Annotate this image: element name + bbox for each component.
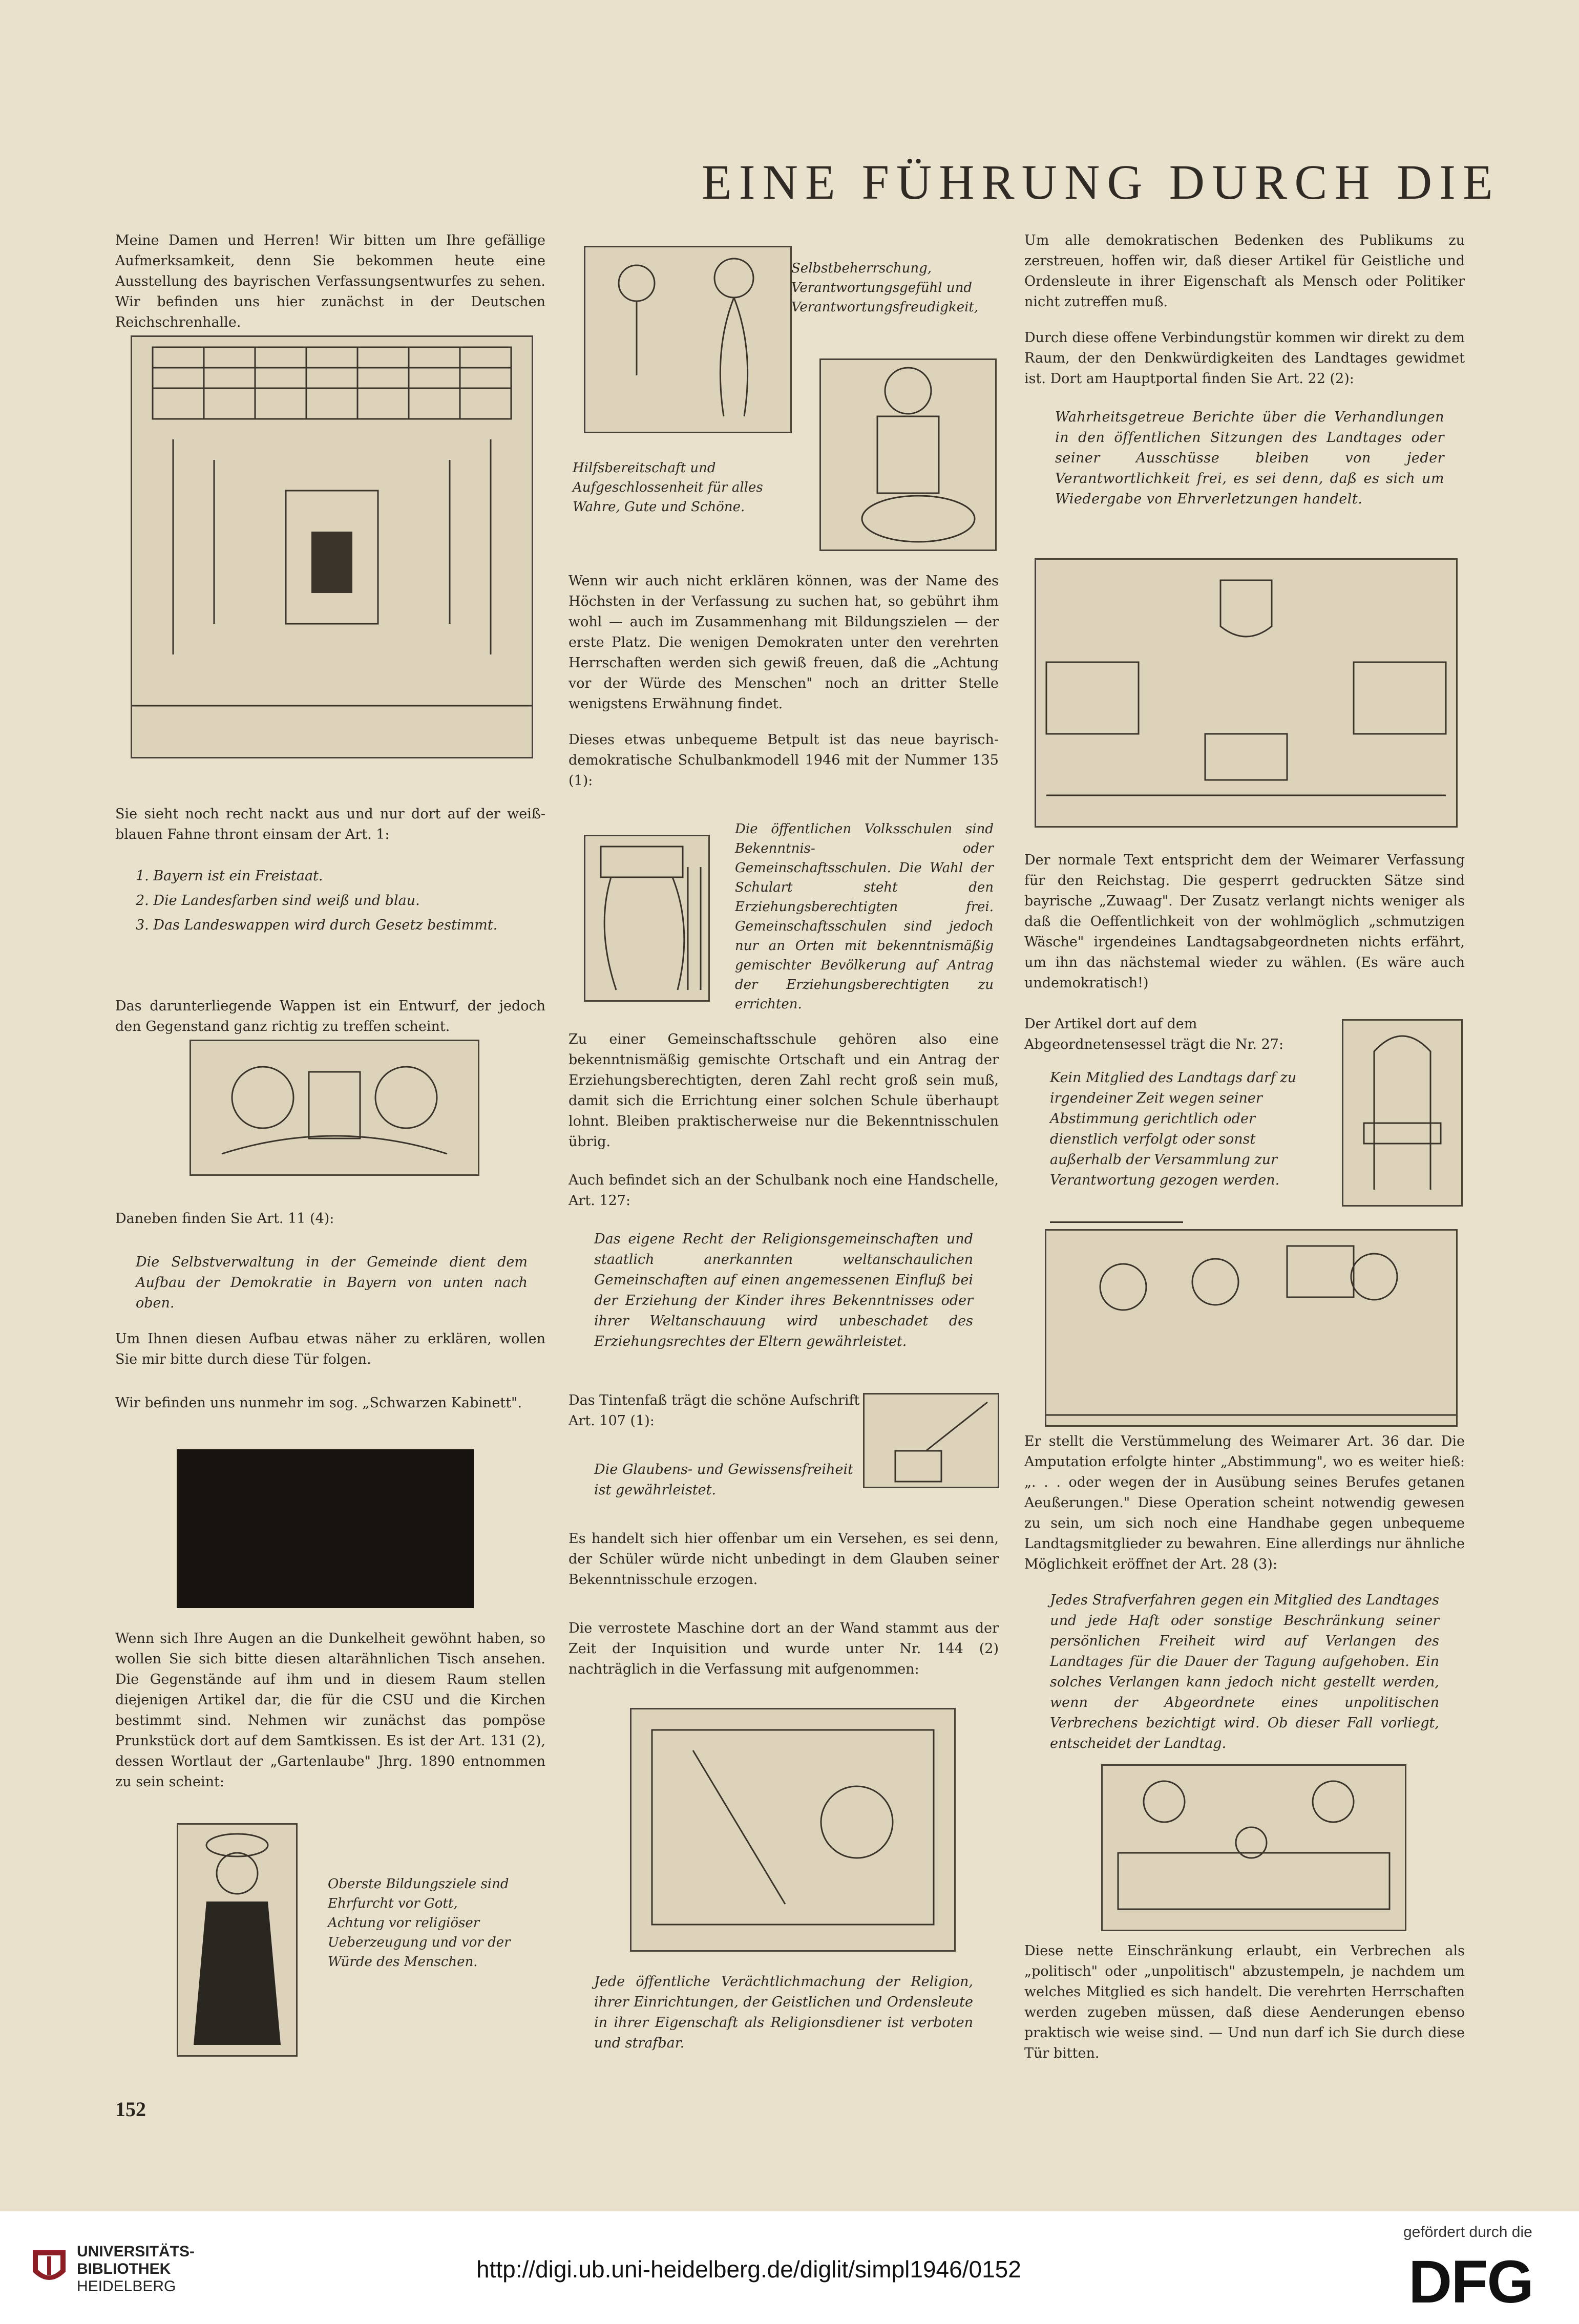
black-cabinet-rectangle [177,1449,474,1608]
public-schools-quote: Die öffentlichen Volksschulen sind Bekenntnis- oder Gemeinschaftsschulen. Die Wahl der Schulart steht den Erziehungsberechtigten frei. Gemeinschaftsschulen sind jedoch nur an Orten mit bekenntnismäßig gemischter Bevölkerung auf Antrag der Erziehungsberechtigten zu errichten. [735,821,994,1012]
inquisition-machine-illustration [630,1708,956,1952]
sponsor-label: gefördert durch die [1403,2224,1532,2241]
university-seal-icon [31,2247,68,2288]
helpfulness-caption: Hilfsbereitschaft und Aufgeschlossenheit für alles Wahre, Gute und Schöne. [573,460,763,515]
intro-paragraph: Meine Damen und Herren! Wir bitten um Ihre gefällige Aufmerksamkeit, denn Sie bekommen heute eine Ausstellung des bayrischen Verfassungsentwurfes zu sehen. Wir befinden uns hier zunächst in der Deutschen Reichschrenhalle. [115,233,545,330]
headline: EINE FÜHRUNG DURCH DIE [702,155,1500,209]
inkwell-paragraph: Das Tintenfaß trägt die schöne Aufschrift Art. 107 (1): [569,1392,860,1429]
black-cabinet-paragraph: Wir befinden uns nunmehr im sog. „Schwarzen Kabinett". [115,1395,522,1411]
door-paragraph: Um Ihnen diesen Aufbau etwas näher zu erklären, wollen Sie mir bitte durch diese Tür folgen. [115,1331,545,1367]
article-28-quote: Jedes Strafverfahren gegen ein Mitglied des Landtages und jede Haft oder sonstige Beschränkung seiner persönlichen Freiheit wird auf Verlangen des Landtages für die Dauer der Tagung aufgehoben. Ein solches Verlangen kann jedoch nicht gestellt werden, wenn der Abgeordnete eines unpolitischen Verbrechens bezichtigt wird. Ob dieser Fall vorliegt, entscheidet der Landtag. [1050,1592,1439,1751]
inquisition-machine-paragraph: Die verrostete Maschine dort an der Wand stammt aus der Zeit der Inquisition und wurde unter Nr. 144 (2) nachträglich in die Verfassung mit aufgenommen: [569,1620,999,1677]
institution-name [77,2243,195,2295]
conclusion-paragraph: Diese nette Einschränkung erlaubt, ein Verbrechen als „politisch" oder „unpolitisch" abzustempeln, je nachdem um welches Mitglied es sich handelt. Die verehrten Herrschaften werden zugeben müssen, daß diese Aenderungen ebenso praktisch wie weise sind. — Und nun darf ich Sie durch diese Tür bitten. [1024,1943,1465,2061]
connecting-door-paragraph: Durch diese offene Verbindungstür kommen wir direkt zu dem Raum, der den Denkwürdigkeiten des Landtages gewidmet ist. Dort am Hauptportal finden Sie Art. 22 (2): [1024,330,1465,387]
self-control-caption: Selbstbeherrschung, Verantwortungsgefühl und Verantwortungsfreudigkeit, [791,261,979,315]
tribunal-scene-illustration [1101,1764,1406,1931]
gentleman-and-nude-illustration [584,246,792,433]
priest-figure-illustration [177,1823,298,2057]
divider-line [1050,1221,1183,1223]
hall-of-fame-illustration [131,335,533,758]
concerns-paragraph: Um alle demokratischen Bedenken des Publikums zu zerstreuen, hoffen wir, daß dieser Artikel für Geistliche und Ordensleute in ihrer Eigenschaft als Mensch oder Politiker nicht zutreffen muß. [1024,233,1465,310]
education-goals-quote: Oberste Bildungsziele sind Ehrfurcht vor Gott, Achtung vor religiöser Ueberzeugung und vor der Würde des Menschen. [328,1876,511,1970]
article-11-intro: Daneben finden Sie Art. 11 (4): [115,1211,334,1227]
institution-line: HEIDELBERG [77,2278,176,2295]
dfg-logo: DFG [1408,2248,1533,2316]
weimar-paragraph: Der normale Text entspricht dem der Weimarer Verfassung für den Reichstag. Die gesperrt gedruckten Sätze sind bayrische „Zuwaag". Der Zusatz verlangt nichts weniger als daß die Oeffentlichkeit von der wohlmöglich „schmutzigen Wäsche" irgendeines Landtagsabgeordneten nichts erfährt, um ihn das nächstemal wieder zu wählen. (Es wäre auch undemokratisch!) [1024,852,1465,991]
digitization-footer [0,2211,1579,2324]
article-1-item: 1. Bayern ist ein Freistaat. [136,868,323,884]
handcuff-paragraph: Auch befindet sich an der Schulbank noch eine Handschelle, Art. 127: [569,1172,999,1209]
institution-line: BIBLIOTHEK [77,2260,171,2277]
article-22-quote: Wahrheitsgetreue Berichte über die Verhandlungen in den öffentlichen Sitzungen des Landtages oder seiner Ausschüsse bleiben von jeder Verantwortlichkeit frei, es sei denn, daß es sich um Wiedergabe von Ehrverletzungen handelt. [1055,409,1444,507]
page-number: 152 [115,2098,146,2121]
article-107-quote: Die Glaubens- und Gewissensfreiheit ist gewährleistet. [594,1462,853,1498]
community-school-paragraph: Zu einer Gemeinschaftsschule gehören also eine bekenntnismäßig gemischte Ortschaft und ein Antrag der Erziehungsberechtigten, deren Zahl recht groß sein muß, damit sich die Errichtung einer solchen Schule überhaupt lohnt. Bleiben praktischerweise nur die Bekenntnisschulen übrig. [569,1031,999,1150]
article-1-item: 2. Die Landesfarben sind weiß und blau. [136,893,420,909]
oversight-paragraph: Es handelt sich hier offenbar um ein Versehen, es sei denn, der Schüler würde nicht unbedingt in dem Glauben seiner Bekenntnisschule erzogen. [569,1531,999,1588]
parliament-hall-illustration [1035,558,1458,828]
member-seat-paragraph: Der Artikel dort auf dem Abgeordnetensessel trägt die Nr. 27: [1024,1016,1284,1052]
throne-chair-illustration [1342,1019,1463,1207]
amputation-scene-illustration [1045,1229,1458,1427]
name-of-highest-paragraph: Wenn wir auch nicht erklären können, was der Name des Höchsten in der Verfassung zu suchen hat, so gebührt ihm wohl — auch im Zusammenhang mit Bildungszielen — der erste Platz. Die wenigen Demokraten unter den verehrten Herrschaften werden sich gewiß freuen, daß die „Achtung vor der Würde des Menschen" noch an dritter Stelle wenigstens Erwähnung findet. [569,573,999,712]
article-1-item: 3. Das Landeswappen wird durch Gesetz bestimmt. [136,917,498,933]
institution-line: UNIVERSITÄTS- [77,2243,195,2260]
man-with-pig-illustration [819,358,997,551]
article-11-quote: Die Selbstverwaltung in der Gemeinde dient dem Aufbau der Demokratie in Bayern von unten nach oben. [136,1254,528,1311]
prayer-desk-paragraph: Dieses etwas unbequeme Betpult ist das neue bayrisch-demokratische Schulbankmodell 1946 mit der Nummer 135 (1): [569,732,999,789]
flag-paragraph: Sie sieht noch recht nackt aus und nur dort auf der weiß-blauen Fahne thront einsam der Art. 1: [115,806,545,842]
source-url[interactable]: http://digi.ub.uni-heidelberg.de/diglit/simpl1946/0152 [476,2256,1021,2283]
mutilation-paragraph: Er stellt die Verstümmelung des Weimarer Art. 36 dar. Die Amputation erfolgte hinter „Abstimmung", wo es weiter hieß: „. . . oder wegen der in Ausübung seines Berufes getanen Aeußerungen." Diese Operation scheint notwendig gewesen zu sein, um sich noch eine Handhabe gegen unbequeme Landtagsmitglieder zu bewahren. Eine allerdings nur ähnliche Möglichkeit eröffnet der Art. 28 (3): [1024,1433,1465,1572]
article-144-quote: Jede öffentliche Verächtlichmachung der Religion, ihrer Einrichtungen, der Geistlichen und Ordensleute in ihrer Eigenschaft als Religionsdiener ist verboten und strafbar. [594,1974,973,2051]
inkwell-quill-illustration [863,1393,999,1488]
article-27-quote: Kein Mitglied des Landtags darf zu irgendeiner Zeit wegen seiner Abstimmung gerichtlich oder dienstlich verfolgt oder sonst außerhalb der Versammlung zur Verantwortung gezogen werden. [1050,1070,1297,1188]
article-127-quote: Das eigene Recht der Religionsgemeinschaften und staatlich anerkannten weltanschaulichen Gemeinschaften auf einen angemessenen Einfluß bei der Erziehung der Kinder ihres Bekenntnisses oder ihrer Weltanschauung wird unbeschadet des Erziehungsrechtes der Eltern gewährleistet. [594,1231,973,1349]
article-1-list [115,865,545,939]
darkness-paragraph: Wenn sich Ihre Augen an die Dunkelheit gewöhnt haben, so wollen Sie sich bitte diesen altarähnlichen Tisch ansehen. Die Gegenstände auf ihm und in diesem Raum stellen diejenigen Artikel dar, die für die CSU und die Kirchen bestimmt sind. Nehmen wir zunächst das pompöse Prunkstück dort auf dem Samtkissen. Es ist der Art. 131 (2), dessen Wortlaut der „Gartenlaube" Jhrg. 1890 entnommen zu sein scheint: [115,1631,545,1790]
prayer-desk-school-bench-illustration [584,835,710,1002]
coat-of-arms-lions-illustration [190,1040,479,1176]
coat-of-arms-paragraph: Das darunterliegende Wappen ist ein Entwurf, der jedoch den Gegenstand ganz richtig zu treffen scheint. [115,998,545,1034]
